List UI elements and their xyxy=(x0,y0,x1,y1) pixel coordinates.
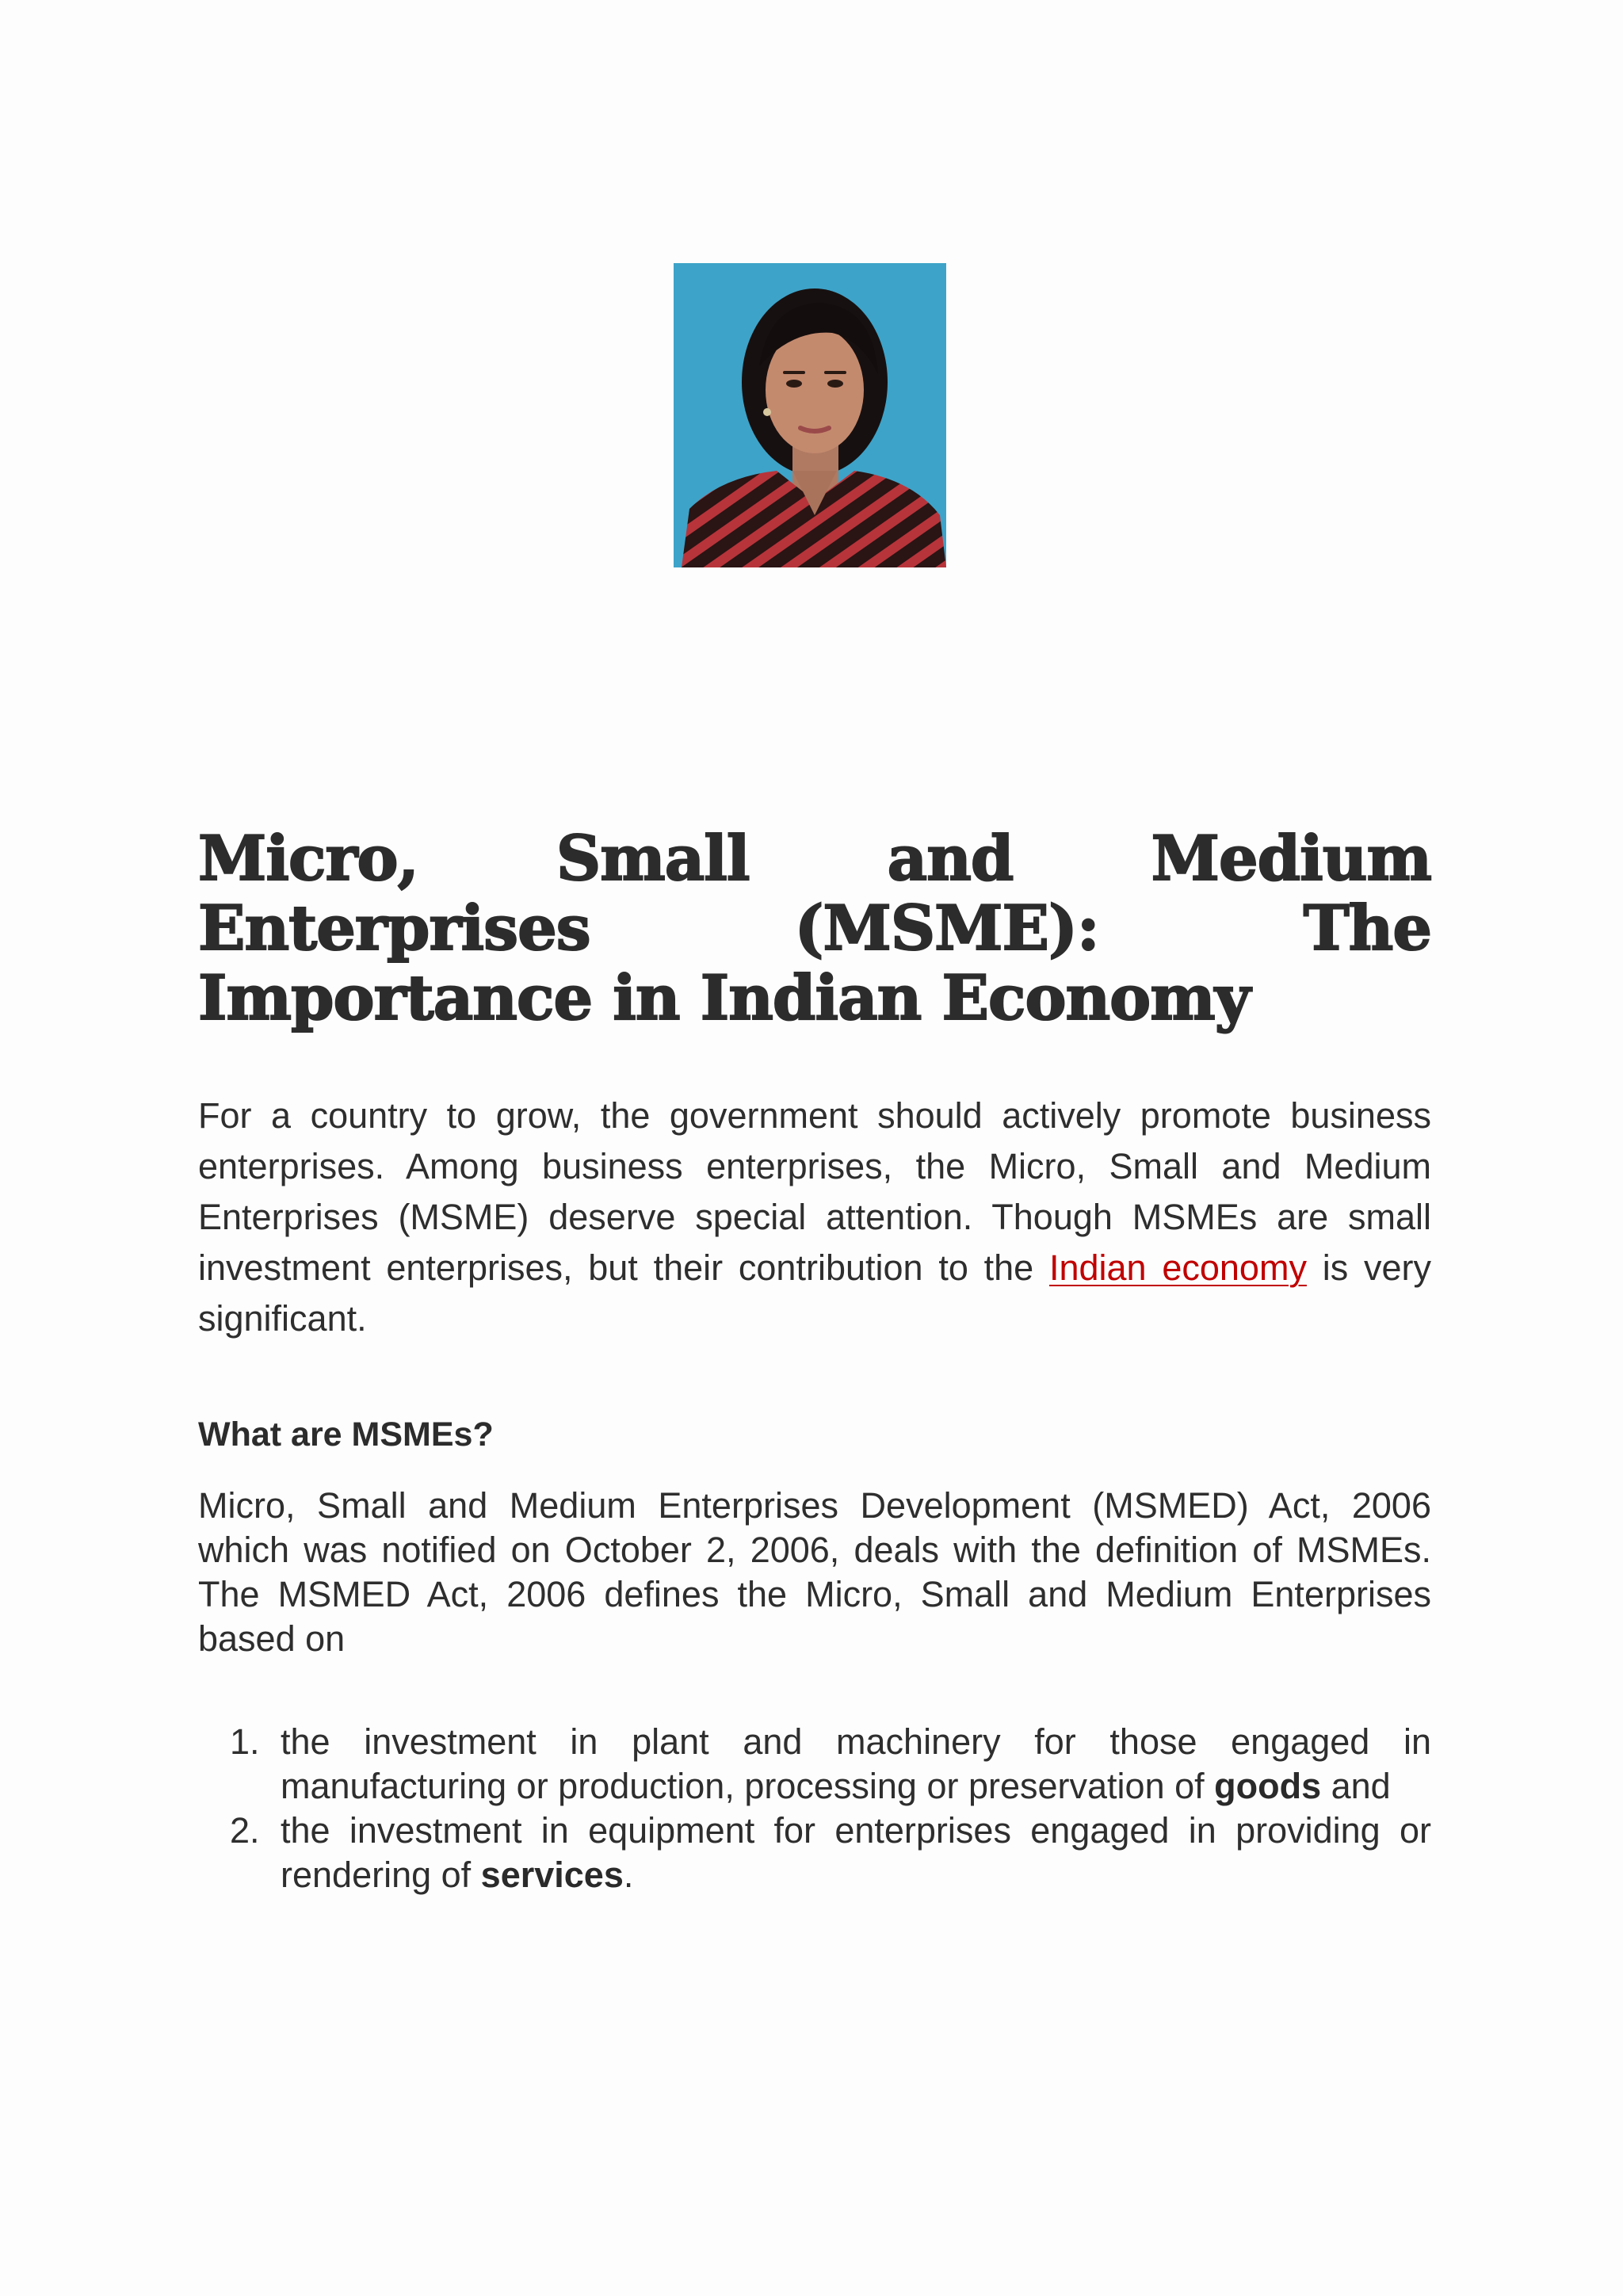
indian-economy-link[interactable]: Indian economy xyxy=(1048,1247,1307,1288)
list-item xyxy=(198,1809,1431,1897)
list-item-text-end: . xyxy=(623,1855,634,1895)
list-item xyxy=(198,1720,1431,1809)
author-portrait-image xyxy=(674,263,946,567)
list-item-number: 1. xyxy=(230,1721,260,1762)
intro-text-before-link: For a country to grow, the government should actively promote business enterprises. Among business enterprises, the Micro, Small and Medium Enterprises (MSME) deserve special attention. Though MSMEs are small investment enterprises, but their contribution to the xyxy=(198,1095,1431,1288)
list-item-bold-term: services xyxy=(480,1855,624,1895)
article-title: Micro, Small and Medium Enterprises (MSME): The Importance in Indian Economy xyxy=(198,823,1431,1034)
list-item-text: the investment in plant and machinery for those engaged in manufacturing or production, processing or preservation of xyxy=(281,1721,1431,1806)
list-item-text-end: and xyxy=(1321,1766,1391,1806)
intro-text-after-link: is very significant. xyxy=(198,1247,1432,1339)
definition-paragraph: Micro, Small and Medium Enterprises Development (MSMED) Act, 2006 which was notified on October 2, 2006, deals with the definition of MSMEs. The MSMED Act, 2006 defines the Micro, Small and Medium Enterprises based on xyxy=(198,1485,1431,1659)
list-item-bold-term: goods xyxy=(1214,1766,1322,1806)
criteria-list xyxy=(198,1720,1431,1897)
list-item-number: 2. xyxy=(230,1810,260,1851)
section-heading: What are MSMEs? xyxy=(198,1415,494,1454)
list-item-text: the investment in equipment for enterprises engaged in providing or rendering of xyxy=(281,1810,1431,1895)
intro-paragraph xyxy=(198,1091,1431,1344)
portrait-illustration xyxy=(674,263,946,567)
